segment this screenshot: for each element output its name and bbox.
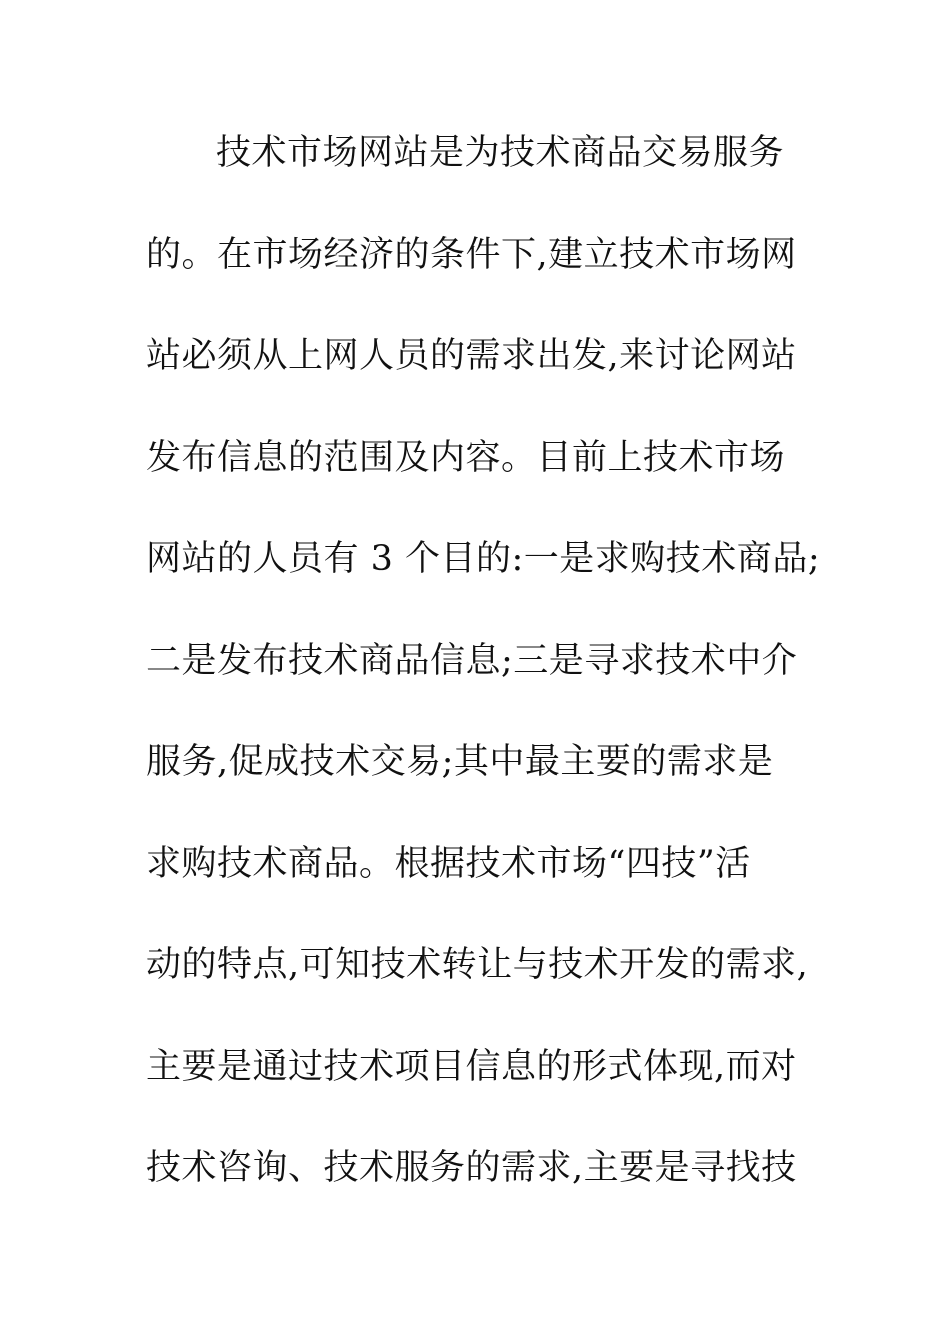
- paragraph-line: 站必须从上网人员的需求出发,来讨论网站: [146, 336, 797, 376]
- paragraph-line: 发布信息的范围及内容。目前上技术市场: [146, 437, 786, 478]
- paragraph-line: 技术咨询、技术服务的需求,主要是寻找技: [146, 1148, 797, 1188]
- paragraph-line: 主要是通过技术项目信息的形式体现,而对: [146, 1046, 797, 1087]
- paragraph-line: 二是发布技术商品信息;三是寻求技术中介: [146, 640, 798, 681]
- body-paragraph: [146, 128, 826, 1245]
- paragraph-line: 求购技术商品。根据技术市场“四技”活: [146, 843, 751, 884]
- paragraph-line: 网站的人员有 3 个目的:一是求购技术商品;: [146, 539, 821, 579]
- paragraph-line: 技术市场网站是为技术商品交易服务: [216, 133, 785, 173]
- paragraph-line: 服务,促成技术交易;其中最主要的需求是: [146, 742, 774, 782]
- paragraph-line: 的。在市场经济的条件下,建立技术市场网: [146, 234, 797, 275]
- paragraph-line: 动的特点,可知技术转让与技术开发的需求,: [146, 945, 809, 985]
